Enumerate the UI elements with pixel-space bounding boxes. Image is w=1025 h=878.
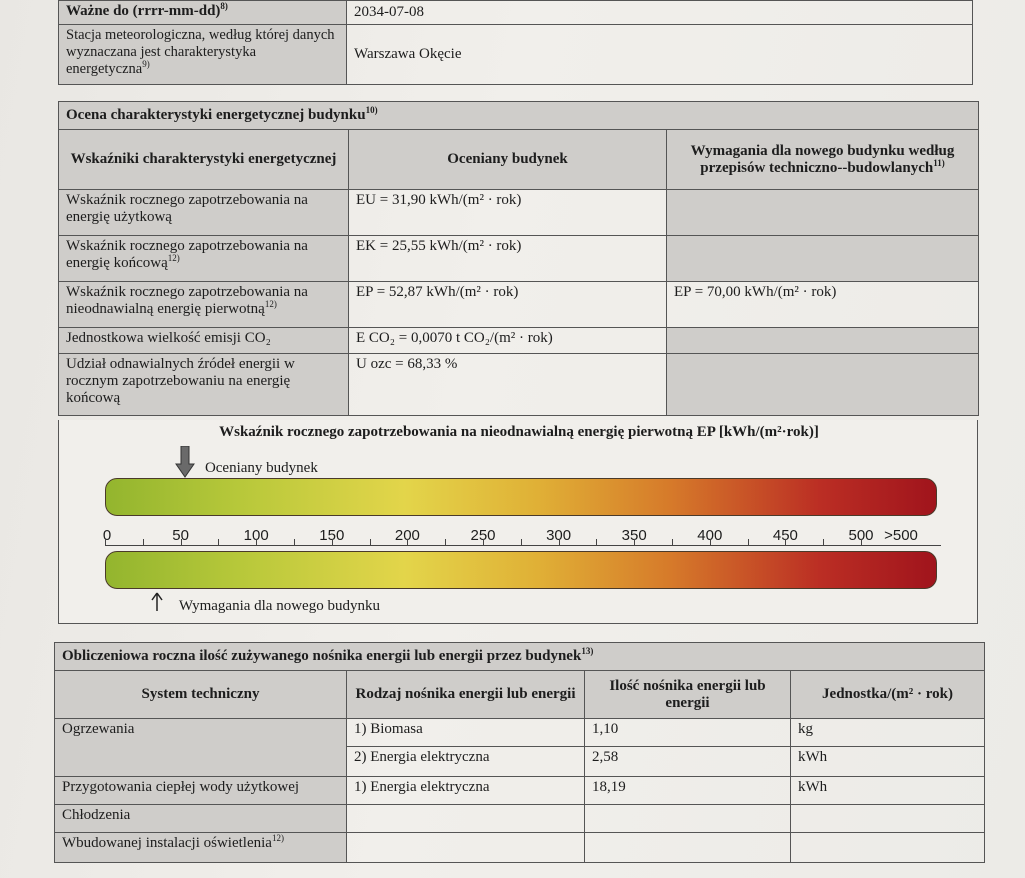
col-assessed-header: Oceniany budynek: [349, 130, 667, 190]
col-unit-header: Jednostka/(m² · rok): [791, 671, 985, 719]
carrier-cell: [347, 805, 585, 833]
axis-tick: [105, 539, 106, 546]
amount-cell: [585, 805, 791, 833]
system-cell: Ogrzewania: [55, 719, 347, 777]
row-label: Jednostkowa wielkość emisji CO₂: [59, 328, 349, 354]
col-carrier-header: Rodzaj nośnika energii lub energii: [347, 671, 585, 719]
row-label: Wskaźnik rocznego zapotrzebowania na energię końcową$^{12)}$: [59, 236, 349, 282]
weather-station-value: Warszawa Okęcie: [347, 25, 973, 85]
row-requirement: EP = 70,00 kWh/(m² · rok): [667, 282, 979, 328]
row-value: E CO₂ = 0,0070 t CO₂/(m² · rok): [349, 328, 667, 354]
axis-tick: [596, 539, 597, 546]
tick-label: 350: [621, 527, 647, 544]
axis-tick: [634, 539, 635, 546]
row-label: Wskaźnik rocznego zapotrzebowania na nieodnawialną energię pierwotną$^{12)}$: [59, 282, 349, 328]
col-amount-header: Ilość nośnika energii lub energii: [585, 671, 791, 719]
row-value: EK = 25,55 kWh/(m² · rok): [349, 236, 667, 282]
amount-cell: 18,19: [585, 777, 791, 805]
weather-station-label: Stacja meteorologiczna, według której danych wyznaczana jest charakterystyka energetyczna$^{9)}$: [59, 25, 347, 85]
tick-label: 250: [470, 527, 496, 544]
axis-tick: [256, 539, 257, 546]
col-indicators-header: Wskaźniki charakterystyki energetycznej: [59, 130, 349, 190]
carrier-cell: 1) Energia elektryczna: [347, 777, 585, 805]
amount-cell: [585, 833, 791, 863]
axis-tick: [823, 539, 824, 546]
row-value: EU = 31,90 kWh/(m² · rok): [349, 190, 667, 236]
axis-tick: [181, 539, 182, 546]
assessed-scale-bar: [105, 478, 937, 516]
tick-label: 500: [848, 527, 874, 544]
axis-tick: [445, 539, 446, 546]
table-row: [55, 777, 985, 805]
axis-tick: [483, 539, 484, 546]
validity-table: [58, 0, 973, 85]
amount-cell: 2,58: [585, 747, 791, 777]
carrier-title: Obliczeniowa roczna ilość zużywanego nośnika energii lub energii przez budynek$^{13)}$: [55, 643, 985, 671]
system-cell: Chłodzenia: [55, 805, 347, 833]
row-label: Udział odnawialnych źródeł energii w rocznym zapotrzebowaniu na energię końcową: [59, 354, 349, 416]
axis-tick: [861, 539, 862, 546]
tick-label: 450: [772, 527, 798, 544]
table-row: [59, 190, 979, 236]
carrier-cell: 1) Biomasa: [347, 719, 585, 747]
row-requirement: [667, 236, 979, 282]
ep-scale: [58, 420, 978, 624]
unit-cell: kWh: [791, 777, 985, 805]
unit-cell: kg: [791, 719, 985, 747]
tick-label: >500: [884, 527, 918, 544]
requirement-scale-bar: [105, 551, 937, 589]
carrier-cell: [347, 833, 585, 863]
requirement-label: Wymagania dla nowego budynku: [178, 598, 380, 614]
table-row: [59, 354, 979, 416]
scale-axis: [102, 521, 941, 547]
col-system-header: System techniczny: [55, 671, 347, 719]
tick-label: 50: [172, 527, 189, 544]
energy-carrier-table: [54, 642, 985, 863]
valid-until-label: Ważne do (rrrr-mm-dd)$^{8)}$: [59, 1, 347, 25]
tick-label: 0: [102, 527, 112, 544]
up-arrow-icon: [151, 592, 163, 612]
table-row: [59, 236, 979, 282]
axis-tick: [407, 539, 408, 546]
assessment-title: Ocena charakterystyki energetycznej budynku$^{10)}$: [59, 102, 979, 130]
carrier-cell: 2) Energia elektryczna: [347, 747, 585, 777]
row-value: EP = 52,87 kWh/(m² · rok): [349, 282, 667, 328]
table-row: [55, 719, 985, 747]
axis-tick: [218, 539, 219, 546]
tick-label: 400: [697, 527, 723, 544]
axis-tick: [559, 539, 560, 546]
axis-tick: [332, 539, 333, 546]
row-requirement: [667, 328, 979, 354]
system-cell: Wbudowanej instalacji oświetlenia$^{12)}$: [55, 833, 347, 863]
axis-tick: [785, 539, 786, 546]
table-row: [59, 328, 979, 354]
energy-assessment-table: [58, 101, 979, 416]
assessed-building-label: Oceniany budynek: [204, 460, 318, 476]
tick-label: 200: [394, 527, 420, 544]
valid-until-value: 2034-07-08: [347, 1, 973, 25]
col-requirements-header: Wymagania dla nowego budynku według przepisów techniczno--budowlanych$^{11)}$: [667, 130, 979, 190]
unit-cell: kWh: [791, 747, 985, 777]
row-value: U ozc = 68,33 %: [349, 354, 667, 416]
axis-tick: [748, 539, 749, 546]
axis-line: [105, 545, 941, 546]
row-label: Wskaźnik rocznego zapotrzebowania na energię użytkową: [59, 190, 349, 236]
table-row: [55, 833, 985, 863]
axis-tick: [710, 539, 711, 546]
system-cell: Przygotowania ciepłej wody użytkowej: [55, 777, 347, 805]
axis-tick: [672, 539, 673, 546]
axis-tick: [294, 539, 295, 546]
table-row: [55, 805, 985, 833]
tick-label: 100: [243, 527, 269, 544]
unit-cell: [791, 805, 985, 833]
amount-cell: 1,10: [585, 719, 791, 747]
row-requirement: [667, 354, 979, 416]
down-arrow-icon: [175, 446, 195, 478]
tick-label: 300: [546, 527, 572, 544]
axis-tick: [521, 539, 522, 546]
table-row: [59, 282, 979, 328]
axis-tick: [143, 539, 144, 546]
tick-label: 150: [319, 527, 345, 544]
axis-tick: [370, 539, 371, 546]
row-requirement: [667, 190, 979, 236]
unit-cell: [791, 833, 985, 863]
scale-title: Wskaźnik rocznego zapotrzebowania na nieodnawialną energię pierwotną EP [kWh/(m²·rok)]: [219, 424, 819, 440]
